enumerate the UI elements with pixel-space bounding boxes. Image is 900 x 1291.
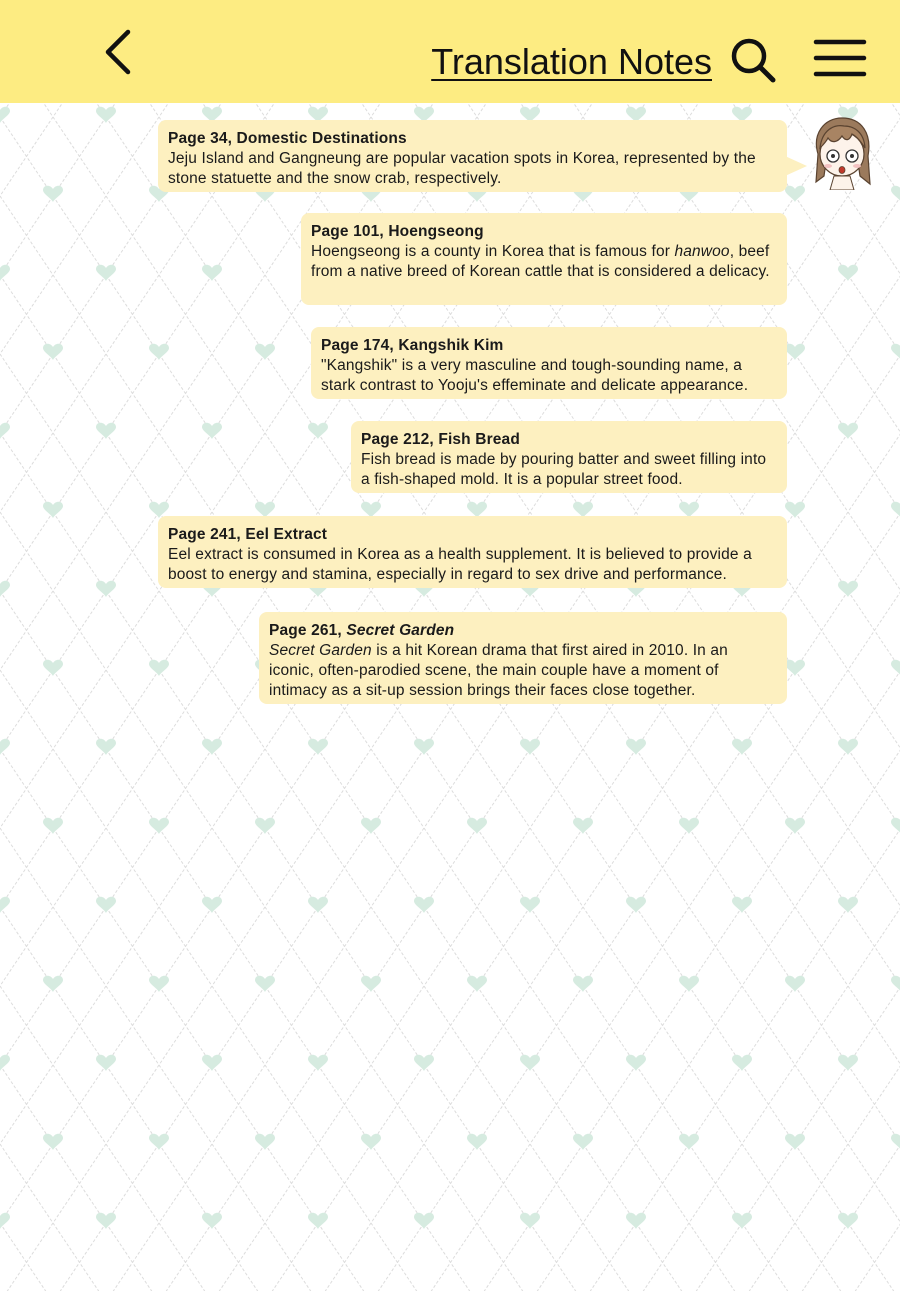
search-button[interactable] — [728, 36, 780, 86]
menu-button[interactable] — [812, 36, 868, 80]
translation-note — [158, 120, 787, 192]
note-title-text: Page 261, — [269, 622, 347, 639]
note-body: "Kangshik" is a very masculine and tough-sounding name, a stark contrast to Yooju's effeminate and delicate appearance. — [321, 357, 749, 394]
note-body-emphasis: hanwoo — [674, 243, 730, 260]
note-title: Page 174, Kangshik Kim — [321, 337, 504, 354]
search-icon — [728, 36, 780, 86]
note-title-emphasis: Secret Garden — [346, 622, 455, 639]
translation-note — [351, 421, 787, 493]
note-body — [311, 242, 775, 282]
translation-note — [158, 516, 787, 588]
chevron-left-icon — [96, 26, 144, 78]
note-body-emphasis: Secret Garden — [269, 642, 372, 659]
note-title: Page 241, Eel Extract — [168, 526, 328, 543]
translation-note — [259, 612, 787, 704]
note-body-text: , beef from a native breed of Korean cattle that is considered a delicacy. — [311, 243, 770, 280]
note-body-text: Hoengseong is a county in Korea that is famous for — [311, 243, 675, 260]
note-title: Page 34, Domestic Destinations — [168, 130, 407, 147]
note-body: Eel extract is consumed in Korea as a health supplement. It is believed to provide a boost to energy and stamina, especially in regard to sex drive and performance. — [168, 546, 752, 583]
translation-note — [311, 327, 787, 399]
hamburger-menu-icon — [812, 36, 868, 80]
note-body: Jeju Island and Gangneung are popular vacation spots in Korea, represented by the stone statuette and the snow crab, respectively. — [168, 150, 756, 187]
character-avatar — [808, 114, 876, 190]
note-title: Page 212, Fish Bread — [361, 431, 520, 448]
page-title: Translation Notes — [431, 41, 712, 82]
speech-bubble-tail — [785, 156, 807, 176]
back-button[interactable] — [96, 26, 144, 78]
note-body — [269, 641, 775, 701]
header-bar — [0, 0, 900, 103]
translation-note — [301, 213, 787, 305]
chibi-character-avatar-icon — [808, 114, 876, 190]
note-body: Fish bread is made by pouring batter and sweet filling into a fish-shaped mold. It is a popular street food. — [361, 451, 767, 488]
note-body-text: is a hit Korean drama that first aired in 2010. In an iconic, often-parodied scene, the main couple have a moment of intimacy as a sit-up session brings their faces close together. — [269, 642, 728, 699]
note-title — [269, 622, 454, 639]
note-title: Page 101, Hoengseong — [311, 223, 484, 240]
